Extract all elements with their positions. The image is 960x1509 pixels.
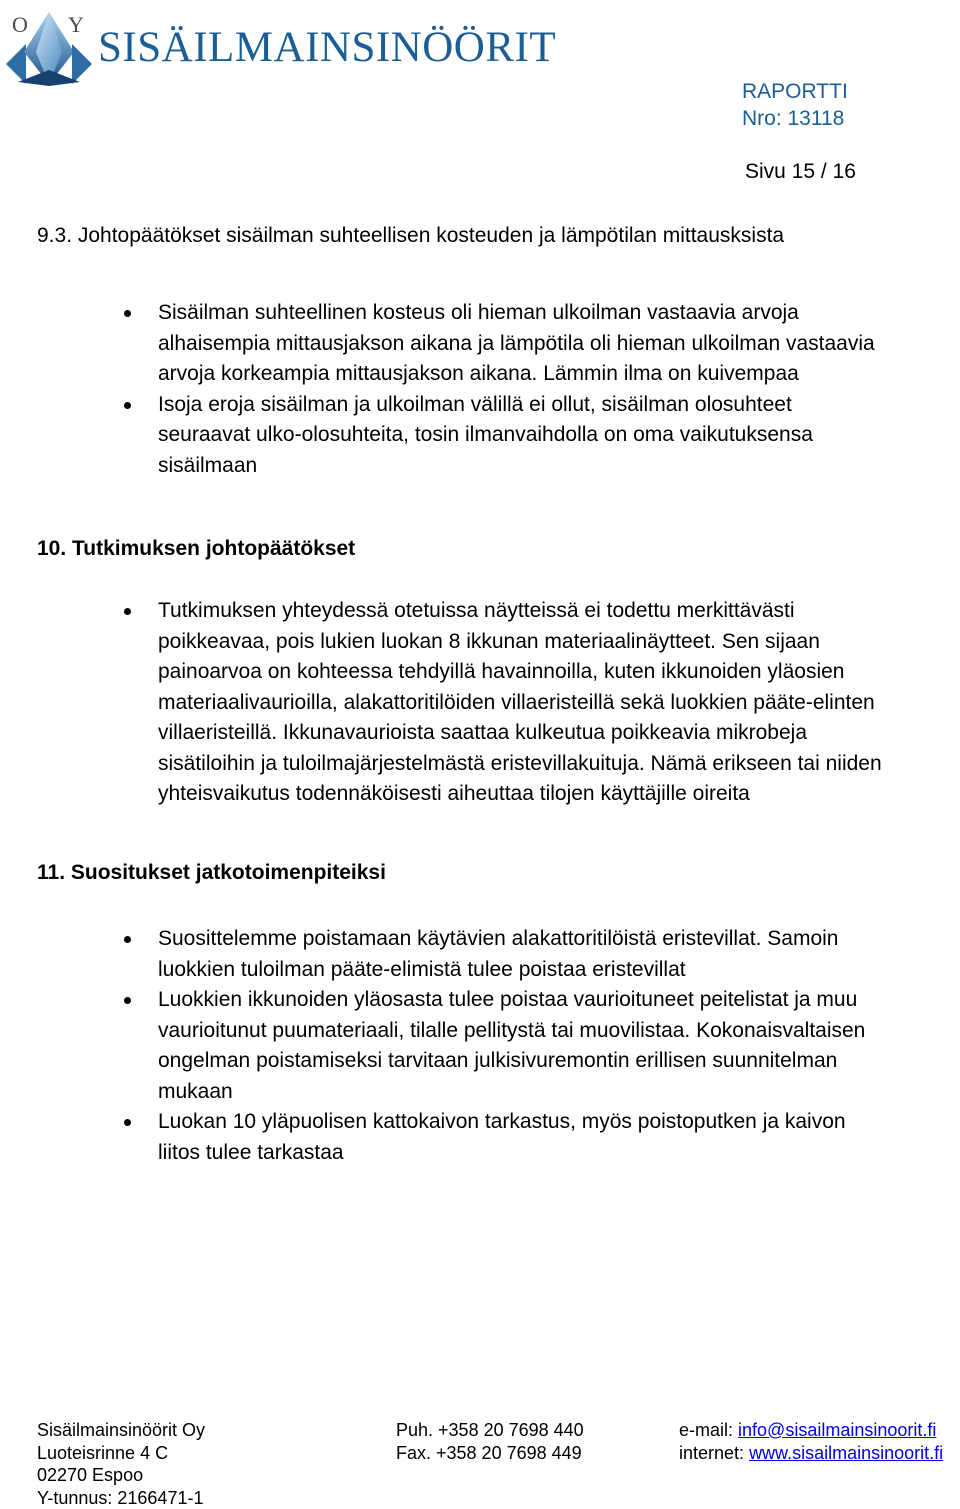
list-item: [110, 596, 960, 810]
section-9-3-list: [110, 298, 960, 481]
section-10-heading: 10. Tutkimuksen johtopäätökset: [37, 536, 355, 562]
list-item-line: sisätiloihin ja tuloilmajärjestelmästä eristevillakuituja. Nämä erikseen tai niiden: [158, 749, 960, 780]
list-item-line: liitos tulee tarkastaa: [158, 1138, 960, 1169]
list-item-line: luokkien tuloilman pääte-elimistä tulee poistaa eristevillat: [158, 955, 960, 986]
footer-contact-block: [396, 1419, 584, 1464]
footer-phone: Puh. +358 20 7698 440: [396, 1419, 584, 1442]
list-item-line: painoarvoa on kohteessa tehdyillä havainnoilla, kuten ikkunoiden yläosien: [158, 657, 960, 688]
list-item: [110, 924, 960, 985]
list-item-line: seuraavat ulko-olosuhteita, tosin ilmanvaihdolla on oma vaikutuksensa: [158, 420, 960, 451]
footer-web-link[interactable]: www.sisailmainsinoorit.fi: [749, 1443, 943, 1463]
footer-postal: 02270 Espoo: [37, 1464, 205, 1487]
list-item-line: materiaalivaurioilla, alakattoritilöiden villaeristeillä sekä luokkien pääte-elinten: [158, 688, 960, 719]
list-item-line: ongelman poistamiseksi tarvitaan julkisivuremontin erillisen suunnitelman: [158, 1046, 960, 1077]
list-item-line: Suosittelemme poistamaan käytävien alakattoritilöistä eristevillat. Samoin: [158, 924, 960, 955]
list-item-line: Luokan 10 yläpuolisen kattokaivon tarkastus, myös poistoputken ja kaivon: [158, 1107, 960, 1138]
list-item-line: Isoja eroja sisäilman ja ulkoilman välillä ei ollut, sisäilman olosuhteet: [158, 390, 960, 421]
list-item-line: yhteisvaikutus todennäköisesti aiheuttaa tilojen käyttäjille oireita: [158, 779, 960, 810]
list-item-line: villaeristeillä. Ikkunavaurioista saattaa kulkeutua poikkeavia mikrobeja: [158, 718, 960, 749]
list-item: [110, 1107, 960, 1168]
footer-company-block: [37, 1419, 205, 1509]
section-11-list: [110, 924, 960, 1168]
section-10-list: [110, 596, 960, 810]
footer-company: Sisäilmainsinöörit Oy: [37, 1419, 205, 1442]
footer-online-block: [679, 1419, 943, 1464]
list-item-line: vaurioitunut puumateriaali, tilalle pellitystä tai muovilistaa. Kokonaisvaltaisen: [158, 1016, 960, 1047]
list-item-line: Tutkimuksen yhteydessä otetuissa näytteissä ei todettu merkittävästi: [158, 596, 960, 627]
list-item-line: Luokkien ikkunoiden yläosasta tulee poistaa vaurioituneet peitelistat ja muu: [158, 985, 960, 1016]
list-item: [110, 985, 960, 1107]
footer-fax: Fax. +358 20 7698 449: [396, 1442, 584, 1465]
footer-web-label: internet:: [679, 1443, 744, 1463]
report-number: Nro: 13118: [742, 106, 844, 132]
report-label: RAPORTTI: [742, 79, 848, 105]
section-9-3-heading: 9.3. Johtopäätökset sisäilman suhteellisen kosteuden ja lämpötilan mittausksista: [37, 223, 784, 249]
list-item: [110, 298, 960, 390]
list-item: [110, 390, 960, 482]
company-logo-icon: [4, 4, 94, 86]
list-item-line: sisäilmaan: [158, 451, 960, 482]
list-item-line: Sisäilman suhteellinen kosteus oli hieman ulkoilman vastaavia arvoja: [158, 298, 960, 329]
company-logo-text: SISÄILMAINSINÖÖRIT: [98, 24, 556, 72]
footer-street: Luoteisrinne 4 C: [37, 1442, 205, 1465]
footer-email-label: e-mail:: [679, 1420, 733, 1440]
list-item-line: poikkeavaa, pois lukien luokan 8 ikkunan materiaalinäytteet. Sen sijaan: [158, 627, 960, 658]
page-indicator: Sivu 15 / 16: [745, 159, 856, 185]
list-item-line: mukaan: [158, 1077, 960, 1108]
logo-letter-y: Y: [68, 12, 84, 37]
list-item-line: alhaisempia mittausjakson aikana ja lämpötila oli hieman ulkoilman vastaavia: [158, 329, 960, 360]
footer-email-link[interactable]: info@sisailmainsinoorit.fi: [738, 1420, 936, 1440]
section-11-heading: 11. Suositukset jatkotoimenpiteiksi: [37, 860, 386, 886]
footer-business-id: Y-tunnus: 2166471-1: [37, 1487, 205, 1509]
logo-letter-o: O: [12, 12, 28, 37]
list-item-line: arvoja korkeampia mittausjakson aikana. Lämmin ilma on kuivempaa: [158, 359, 960, 390]
